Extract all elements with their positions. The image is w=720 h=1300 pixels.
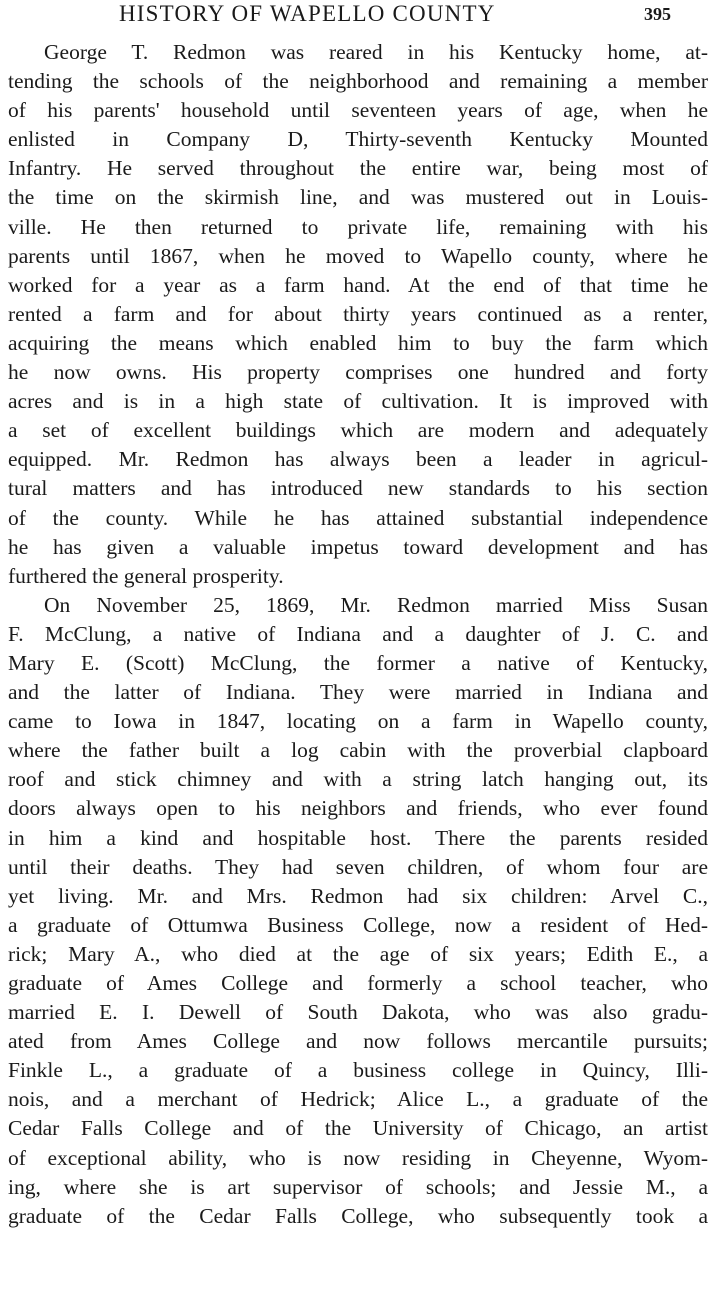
text-line: rented a farm and for about thirty years continued as a renter, xyxy=(8,301,708,326)
text-line: he now owns. His property comprises one hundred and forty xyxy=(8,360,708,385)
text-line: of exceptional ability, who is now residing in Cheyenne, Wyom- xyxy=(8,1145,708,1170)
text-line: until their deaths. They had seven children, of whom four are xyxy=(8,854,708,879)
text-line: ville. He then returned to private life, remaining with his xyxy=(8,214,708,239)
text-line: yet living. Mr. and Mrs. Redmon had six children: Arvel C., xyxy=(8,883,708,908)
text-line: he has given a valuable impetus toward development and has xyxy=(8,534,708,559)
text-line: and the latter of Indiana. They were married in Indiana and xyxy=(8,680,708,705)
text-line: in him a kind and hospitable host. There the parents resided xyxy=(8,825,708,850)
text-line: parents until 1867, when he moved to Wapello county, where he xyxy=(8,243,708,268)
text-line: Cedar Falls College and of the University of Chicago, an artist xyxy=(8,1116,708,1141)
text-line: roof and stick chimney and with a string latch hanging out, its xyxy=(8,767,708,792)
text-line: doors always open to his neighbors and friends, who ever found xyxy=(8,796,708,821)
running-title: HISTORY OF WAPELLO COUNTY xyxy=(119,1,496,26)
body-text xyxy=(8,38,708,1231)
paragraph-redmon-career xyxy=(8,38,708,591)
text-line: furthered the general prosperity. xyxy=(8,563,284,588)
text-line: of his parents' household until seventeen years of age, when he xyxy=(8,98,708,123)
text-line: equipped. Mr. Redmon has always been a leader in agricul- xyxy=(8,447,708,472)
text-line: nois, and a merchant of Hedrick; Alice L., a graduate of the xyxy=(8,1087,708,1112)
text-line: ing, where she is art supervisor of schools; and Jessie M., a xyxy=(8,1174,708,1199)
paragraph-redmon-family xyxy=(8,591,708,1231)
text-line: graduate of the Cedar Falls College, who subsequently took a xyxy=(8,1203,708,1228)
text-line: married E. I. Dewell of South Dakota, who was also gradu- xyxy=(8,1000,708,1025)
text-line: acquiring the means which enabled him to buy the farm which xyxy=(8,330,708,355)
text-line: of the county. While he has attained substantial independence xyxy=(8,505,708,530)
text-line: ated from Ames College and now follows mercantile pursuits; xyxy=(8,1029,708,1054)
text-line: where the father built a log cabin with the proverbial clapboard xyxy=(8,738,708,763)
page-number: 395 xyxy=(644,4,671,24)
text-line: graduate of Ames College and formerly a school teacher, who xyxy=(8,971,708,995)
text-line: worked for a year as a farm hand. At the end of that time he xyxy=(8,272,708,297)
text-line: a set of excellent buildings which are modern and adequately xyxy=(8,418,708,443)
text-line: Infantry. He served throughout the entire war, being most of xyxy=(8,156,708,181)
text-line: a graduate of Ottumwa Business College, now a resident of Hed- xyxy=(8,912,708,937)
text-line: On November 25, 1869, Mr. Redmon married Miss Susan xyxy=(44,592,708,617)
running-head xyxy=(0,0,720,30)
text-line: tending the schools of the neighborhood and remaining a member xyxy=(8,69,708,94)
text-line: came to Iowa in 1847, locating on a farm in Wapello county, xyxy=(8,709,708,734)
text-line: F. McClung, a native of Indiana and a daughter of J. C. and xyxy=(8,621,708,646)
text-line: rick; Mary A., who died at the age of six years; Edith E., a xyxy=(8,941,708,966)
text-line: the time on the skirmish line, and was mustered out in Louis- xyxy=(8,185,708,210)
text-line: Mary E. (Scott) McClung, the former a native of Kentucky, xyxy=(8,650,708,675)
text-line: enlisted in Company D, Thirty-seventh Kentucky Mounted xyxy=(8,127,708,152)
text-line: George T. Redmon was reared in his Kentucky home, at- xyxy=(44,40,708,64)
text-line: Finkle L., a graduate of a business college in Quincy, Illi- xyxy=(8,1058,708,1083)
text-line: acres and is in a high state of cultivation. It is improved with xyxy=(8,389,708,414)
text-line: tural matters and has introduced new standards to his section xyxy=(8,476,708,501)
